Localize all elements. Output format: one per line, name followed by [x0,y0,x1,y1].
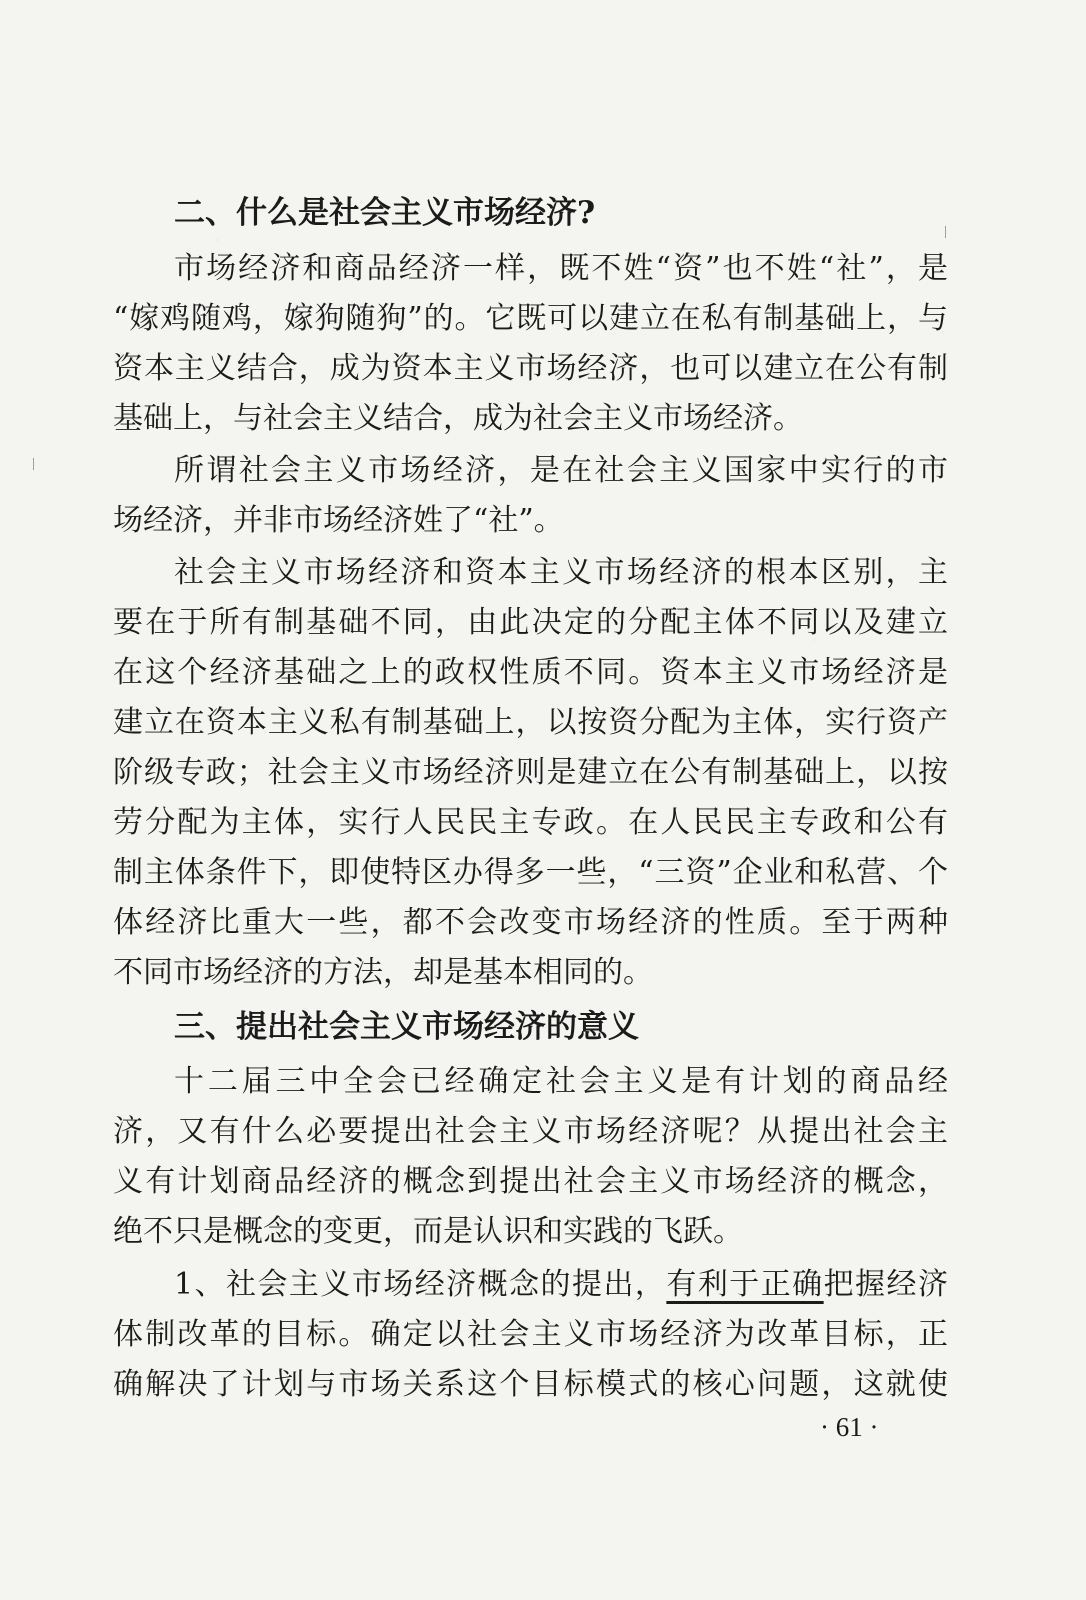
paragraph-4-line-2: 济，又有什么必要提出社会主义市场经济呢？从提出社会主 [113,1114,948,1149]
paragraph-3-line-7: 制主体条件下，即使特区办得多一些，“三资”企业和私营、个 [113,855,948,890]
section-3-heading: 三、提出社会主义市场经济的意义 [174,1009,639,1045]
paragraph-1-line-4: 基础上，与社会主义结合，成为社会主义市场经济。 [113,401,803,436]
paragraph-5-line-1-suffix: 把握经济 [823,1267,949,1302]
paragraph-4-line-3: 义有计划商品经济的概念到提出社会主义市场经济的概念， [113,1164,948,1199]
paragraph-3-line-1: 社会主义市场经济和资本主义市场经济的根本区别，主 [174,555,948,590]
scan-mark [33,458,34,470]
underlined-phrase: 有利于正确 [666,1267,824,1302]
paragraph-3-line-2: 要在于所有制基础不同，由此决定的分配主体不同以及建立 [113,605,948,640]
scan-mark [945,226,946,238]
paragraph-3-line-5: 阶级专政；社会主义市场经济则是建立在公有制基础上，以按 [113,755,948,790]
paragraph-5-line-3: 确解决了计划与市场关系这个目标模式的核心问题，这就使 [113,1367,948,1402]
paragraph-3-line-3: 在这个经济基础之上的政权性质不同。资本主义市场经济是 [113,655,948,690]
paragraph-2-line-2: 场经济，并非市场经济姓了“社”。 [113,503,564,538]
paragraph-1-line-2: “嫁鸡随鸡，嫁狗随狗”的。它既可以建立在私有制基础上，与 [113,301,948,336]
section-2-heading: 二、什么是社会主义市场经济? [174,195,596,231]
paragraph-2-line-1: 所谓社会主义市场经济，是在社会主义国家中实行的市 [174,453,948,488]
paragraph-5-line-1 [174,1267,949,1302]
paragraph-1-line-1: 市场经济和商品经济一样，既不姓“资”也不姓“社”，是 [174,251,948,286]
paragraph-5-line-1-prefix: 1、社会主义市场经济概念的提出， [174,1267,667,1302]
paragraph-3-line-9: 不同市场经济的方法，却是基本相同的。 [113,955,653,990]
paragraph-3-line-8: 体经济比重大一些，都不会改变市场经济的性质。至于两种 [113,905,948,940]
paragraph-4-line-1: 十二届三中全会已经确定社会主义是有计划的商品经 [174,1064,948,1099]
paragraph-3-line-4: 建立在资本主义私有制基础上，以按资分配为主体，实行资产 [113,705,948,740]
page-number: · 61 · [820,1412,879,1442]
paragraph-4-line-4: 绝不只是概念的变更，而是认识和实践的飞跃。 [113,1214,743,1249]
paragraph-5-line-2: 体制改革的目标。确定以社会主义市场经济为改革目标，正 [113,1317,948,1352]
paragraph-1-line-3: 资本主义结合，成为资本主义市场经济，也可以建立在公有制 [113,351,948,386]
paragraph-3-line-6: 劳分配为主体，实行人民民主专政。在人民民主专政和公有 [113,805,948,840]
